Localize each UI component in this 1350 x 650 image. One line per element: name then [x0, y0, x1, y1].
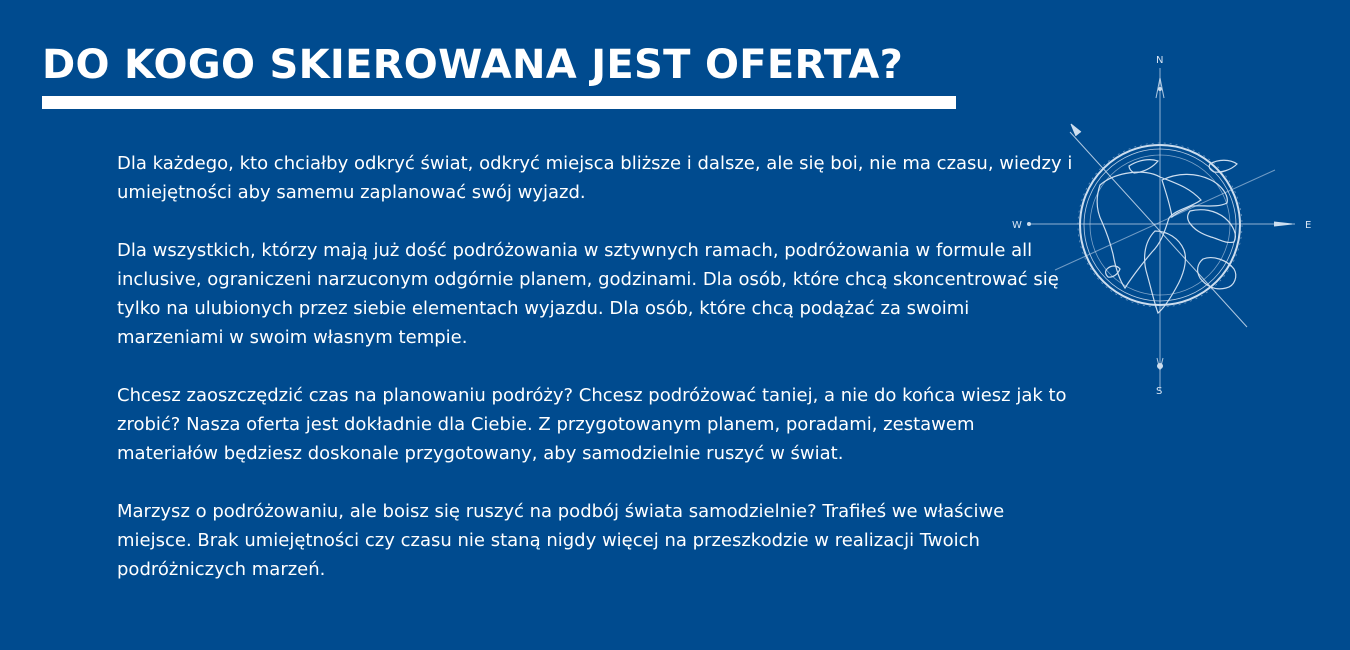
- offer-text: [117, 149, 1077, 584]
- title-underline: [42, 96, 956, 109]
- globe-icon: [1097, 160, 1237, 313]
- south-label: S: [1156, 386, 1163, 397]
- north-label: N: [1156, 55, 1164, 66]
- compass-icon: [1005, 40, 1325, 400]
- paragraph: Chcesz zaoszczędzić czas na planowaniu podróży? Chcesz podróżować taniej, a nie do końca wiesz jak to zrobić? Nasza oferta jest dokładnie dla Ciebie. Z przygotowanym planem, poradami, zestawem materiałów będziesz doskonale przygotowany, aby samodzielnie ruszyć w świat.: [117, 385, 1067, 464]
- page-title: DO KOGO SKIEROWANA JEST OFERTA?: [42, 42, 904, 88]
- west-label: W: [1012, 220, 1022, 231]
- east-label: E: [1305, 220, 1312, 231]
- paragraph: Dla wszystkich, którzy mają już dość podróżowania w sztywnych ramach, podróżowania w formule all inclusive, ograniczeni narzuconym odgórnie planem, godzinami. Dla osób, które chcą skoncentrować się tylko na ulubionych przez siebie elementach wyjazdu. Dla osób, które chcą podążać za swoimi marzeniami w swoim własnym tempie.: [117, 240, 1059, 348]
- header: [42, 38, 956, 109]
- paragraph: Dla każdego, kto chciałby odkryć świat, odkryć miejsca bliższe i dalsze, ale się boi, nie ma czasu, wiedzy i umiejętności aby samemu zaplanować swój wyjazd.: [117, 153, 1073, 203]
- paragraph: Marzysz o podróżowaniu, ale boisz się ruszyć na podbój świata samodzielnie? Trafiłeś we właściwe miejsce. Brak umiejętności czy czasu nie staną nigdy więcej na przeszkodzie w realizacji Twoich podróżniczych marzeń.: [117, 501, 1005, 580]
